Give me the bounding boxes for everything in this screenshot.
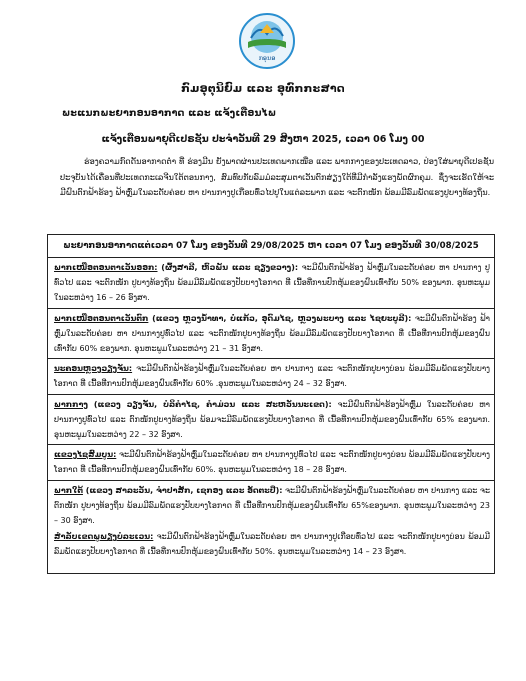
- subregion-name: ສຳລັບເຂດພູພຽງບໍລະເວນ:: [54, 532, 154, 542]
- region-north-west: [48, 309, 494, 360]
- region-name: ພາກເໜືອຕອນຕາເວັນອອກ:: [54, 263, 158, 272]
- region-provinces: (ແຂວງ ຫຼວງນ້ຳທາ, ບໍ່ແກ້ວ, ອຸດົມໄຊ, ຫຼວງພະບາງ ແລະ ໄຊຍະບູລີ):: [148, 313, 412, 323]
- region-south: [48, 481, 494, 562]
- region-provinces: (ຜົ້ງສາລີ, ຫົວພັນ ແລະ ຊຽງຂວາງ):: [157, 263, 299, 272]
- department-name: ພະແນກພະຍາກອນອາກາດ ແລະ ແຈ້ງເຕືອນໄພ: [62, 108, 277, 119]
- region-provinces: (ແຂວງ ວຽງຈັນ, ບໍລິຄຳໄຊ, ຄຳມ່ວນ ແລະ ສະຫວັນນະເຂດ):: [87, 399, 332, 409]
- subregion-forecast-text: ຈະມີຝົນຕົກຟ້າຮ້ອງຟ້າຫຼົ່ມໃນລະດັບຄ່ອຍ ຫາ ປານກາງປູເກືອບທົ່ວໄປ ແລະ ຈະຕົກໜັກປູບາງບ່ອນ ພ້ອມມີລົມພັດແຮງປັບບາງໂອກາດ ທີ່ ເນື້ອທີ່ການປົກຫຸ້ມຂອງຝົນເທົ່າກັບ 50%. ອຸນຫະພູມໃນລະຫວ່າງ 14 – 23 ອົງສາ.: [54, 532, 490, 557]
- ministry-title: ກົມອຸຕຸນິຍົມ ແລະ ອຸທົກກະສາດ: [181, 82, 345, 95]
- forecast-box: [47, 234, 495, 574]
- intro-paragraph: ຮ່ອງຄວາມກົດດັນອາກາດຕ່ຳ ທີ່ ຮ່ອງມີນ ຍັງພາດຜ່ານປະເທດພາກເໜືອ ແລະ ພາກກາງຂອງປະເທດລາວ, ປ່ອງໃສ່ພາຍຸດີເປຣຊັນປະຈຸບັນໄດ້ເຄື່ອນທີ່ປະເທດກະເລຈີນໃຕ້ຕອນກາງ, ສົມທົບກັບລົມມໍລະສຸມຕາເວັນຕົກສ່ຽງໃຕ້ທີ່ມີກຳລັງແຮງພັດຜົກຄຸມ. ຊຶ່ງຈະເຮັດໃຫ້ຈະມີຝົນຕົກຟ້າຮ້ອງ ຟ້າຫຼົ່ມໃນລະດັບຄ່ອຍ ຫາ ປານກາງປູເກືອບທົ່ວໄປປູໃນແຕ່ລະພາກ ແລະ ຈະຕົກໜັກ ພ້ອມມີລົມພັດແຮງປູບາງທ້ອງຖິ່ນ.: [60, 156, 494, 197]
- region-central: [48, 395, 494, 446]
- region-forecast-text: ຈະມີຝົນຕົກຟ້າຮ້ອງຟ້າຫຼົ່ມໃນລະດັບຄ່ອຍ ຫາ ປານກາງ ແລະ ຈະຕົກໜັກ ປູບາງທ້ອງຖິ່ນ ພ້ອມມີລົມພັດແຮງປັບບາງໂອກາດ ທີ່ ເນື້ອທີ່ການປົກຫຸ້ມຂອງຝົນເທົ່າກັບ 65%ຂອງພາກ. ອຸນຫະພູມໃນລະຫວ່າງ 23 – 30 ອົງສາ.: [54, 485, 491, 526]
- region-provinces: (ແຂວງ ສາລະວັນ, ຈຳປາສັກ, ເຊກອງ ແລະ ອັດຕະປື):: [82, 485, 283, 495]
- region-forecast-text: ຈະມີຝົນຕົກຟ້າຮ້ອງຟ້າຫຼົ່ມ ໃນລະດັບຄ່ອຍ ຫາ ປານກາງປູທົ່ວໄປ ແລະ ຕົກໜັກປູບາງທ້ອງຖິ່ນ ພ້ອມຈະມີລົມພັດແຮງປັບບາງໂອກາດ ທີ່ ເນື້ອທີ່ການປົກຫຸ້ມຂອງຝົນເທົ່າກັບ 65% ຂອງພາກ. ອຸນຫະພູມໃນລະຫວ່າງ 22 – 32 ອົງສາ.: [54, 399, 490, 440]
- region-forecast-text: ຈະມີຝົນຕົກຟ້າຮ້ອງຟ້າຫຼົ່ມໃນລະດັບຄ່ອຍ ຫາ ປານກາງ ແລະ ຈະຕົກໜັກປູບາງບ່ອນ ພ້ອມມີລົມພັດແຮງປັບບາງໂອກາດ ທີ່ ເນື້ອທີ່ການປົກຫຸ້ມຂອງຝົນເທົ່າກັບ 60% .ອຸນຫະພູມໃນລະຫວ່າງ 24 – 32 ອົງສາ.: [54, 364, 490, 389]
- svg-text:ກອຸນອ: ກອຸນອ: [258, 54, 276, 62]
- region-xaisomboun: [48, 445, 494, 480]
- forecast-period: ພະຍາກອນອາກາດແຕ່ເວລາ 07 ໂມງ ຂອງວັນທີ 29/08/2025 ຫາ ເວລາ 07 ໂມງ ຂອງວັນທີ 30/08/2025: [48, 235, 494, 258]
- region-forecast-text: ຈະມີຝົນຕົກຟ້າຮ້ອງ ຟ້າຫຼົ່ມໃນລະດັບຄ່ອຍ ຫາ ປານກາງ ປູທົ່ວໄປ ແລະ ຈະຕົກໜັກ ປູບາງທ້ອງຖິ່ນ ພ້ອມມີລົມພັດແຮງປັບບາງໂອກາດ ທີ່ ເນື້ອທີ່ການປົກຫຸ້ມຂອງຝົນເທົ່າກັບ 50% ຂອງພາກ. ອຸນຫະພູມໃນລະຫວ່າງ 16 – 26 ອົງສາ.: [54, 263, 490, 303]
- region-name: ພາກໃຕ້: [54, 485, 83, 495]
- region-name: ແຂວງໄຊສົມບູນ:: [54, 450, 117, 460]
- region-name: ນະຄອນຫຼວງວຽງຈັນ:: [54, 364, 133, 374]
- region-forecast-text: ຈະມີຝົນຕົກຟ້າຮ້ອງຟ້າຫຼົ່ມໃນລະດັບຄ່ອຍ ຫາ ປານກາງປູທົ່ວໄປ ແລະ ຈະຕົກໜັກປູບາງບ່ອນ ພ້ອມມີລົມພັດແຮງປັບບາງໂອກາດ ທີ່ ເນື້ອທີ່ການປົກຫຸ້ມຂອງຝົນເທົ່າກັບ 60%. ອຸນຫະພູມໃນລະຫວ່າງ 18 – 28 ອົງສາ.: [54, 450, 490, 475]
- bulletin-title: ແຈ້ງເຕືອນພາຍຸດີເປຣຊັນ ປະຈຳວັນທີ 29 ສິງຫາ 2025, ເວລາ 06 ໂມງ 00: [101, 134, 425, 145]
- region-name: ພາກເໜືອຕອນຕາເວັນຕົກ: [54, 313, 149, 323]
- region-north-east: [48, 258, 494, 309]
- logo-emblem-icon: [238, 12, 296, 70]
- region-vientiane-capital: [48, 359, 494, 394]
- region-forecast-text: ຈະມີຝົນຕົກຟ້າຮ້ອງ ຟ້າຫຼົ່ມໃນລະດັບຄ່ອຍ ຫາ ປານກາງປູທົ່ວໄປ ແລະ ຈະຕົກໜັກປູບາງທ້ອງຖິ່ນ ພ້ອມມີລົມພັດແຮງປັບບາງໂອກາດ ທີ່ ເນື້ອທີ່ການປົກຫຸ້ມຂອງຝົນເທົ່າກັບ 60% ຂອງພາກ. ອຸນຫະພູມໃນລະຫວ່າງ 21 – 31 ອົງສາ.: [54, 313, 490, 354]
- department-logo: [238, 12, 296, 70]
- bolaven-plateau-forecast: [54, 529, 490, 559]
- region-name: ພາກກາງ: [54, 399, 88, 409]
